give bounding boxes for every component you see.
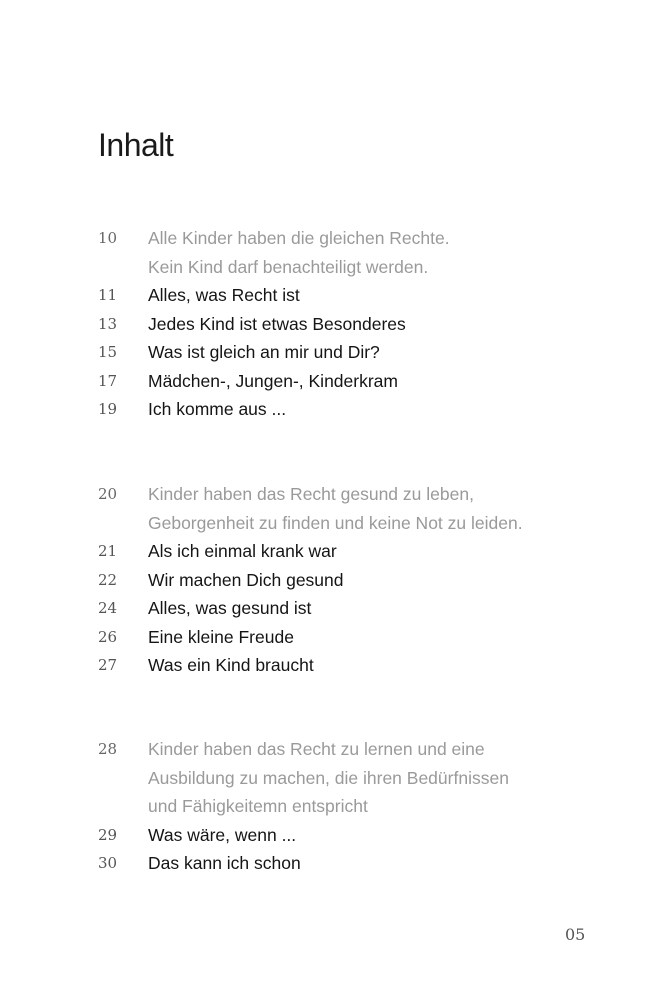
item-label: Wir machen Dich gesund (148, 569, 344, 590)
item-label: Eine kleine Freude (148, 626, 294, 647)
toc-section-heading[interactable] (98, 735, 618, 764)
page-ref: 20 (98, 485, 118, 503)
item-label: Alles, was gesund ist (148, 598, 312, 618)
item-label: Mädchen-, Jungen-, Kinderkram (148, 370, 398, 391)
heading-line: Ausbildung zu machen, die ihren Bedürfnissen (148, 767, 509, 788)
toc-section-2 (98, 480, 618, 680)
heading-line: Kinder haben das Recht gesund zu leben, (148, 484, 474, 504)
toc-section-heading[interactable] (98, 480, 618, 509)
toc-section-3 (98, 735, 618, 878)
toc-item[interactable] (98, 537, 618, 566)
toc-section-heading-cont (98, 792, 618, 821)
toc-section-heading-cont (98, 764, 618, 793)
page-ref: 22 (98, 570, 118, 589)
heading-line: Alle Kinder haben die gleichen Rechte. (148, 228, 450, 248)
item-label: Das kann ich schon (148, 853, 301, 873)
heading-line: und Fähigkeitemn entspricht (148, 796, 368, 816)
page-number: 05 (565, 925, 586, 944)
page-ref: 28 (98, 740, 118, 758)
item-label: Ich komme aus ... (148, 399, 287, 419)
toc-item[interactable] (98, 367, 618, 396)
toc-item[interactable] (98, 821, 618, 850)
page-ref: 26 (98, 627, 118, 646)
item-label: Was ein Kind braucht (148, 655, 314, 675)
page-ref: 30 (98, 854, 118, 872)
toc-section-heading-cont (98, 253, 618, 282)
item-label: Als ich einmal krank war (148, 541, 337, 561)
toc-item[interactable] (98, 310, 618, 339)
page-ref: 27 (98, 656, 118, 674)
page-ref: 24 (98, 599, 118, 617)
toc-item[interactable] (98, 594, 618, 623)
toc-item[interactable] (98, 338, 618, 367)
toc-item[interactable] (98, 566, 618, 595)
page-ref: 19 (98, 400, 118, 418)
page-ref: 29 (98, 825, 118, 844)
toc-section-1 (98, 224, 618, 424)
page-ref: 21 (98, 542, 118, 560)
toc-section-heading-cont (98, 509, 618, 538)
page-title: Inhalt (98, 127, 174, 163)
item-label: Was ist gleich an mir und Dir? (148, 342, 380, 362)
item-label: Jedes Kind ist etwas Besonderes (148, 313, 406, 334)
item-label: Was wäre, wenn ... (148, 824, 297, 845)
heading-line: Geborgenheit zu finden und keine Not zu leiden. (148, 512, 523, 533)
heading-line: Kinder haben das Recht zu lernen und eine (148, 739, 485, 759)
toc-section-heading[interactable] (98, 224, 618, 253)
toc-item[interactable] (98, 395, 618, 424)
page-ref: 11 (98, 286, 118, 304)
page-ref: 10 (98, 229, 118, 247)
toc-item[interactable] (98, 281, 618, 310)
toc-item[interactable] (98, 651, 618, 680)
page-ref: 17 (98, 371, 118, 390)
toc-item[interactable] (98, 623, 618, 652)
page-ref: 13 (98, 314, 118, 333)
toc-item[interactable] (98, 849, 618, 878)
page-ref: 15 (98, 343, 118, 361)
heading-line: Kein Kind darf benachteiligt werden. (148, 256, 429, 277)
item-label: Alles, was Recht ist (148, 285, 300, 305)
